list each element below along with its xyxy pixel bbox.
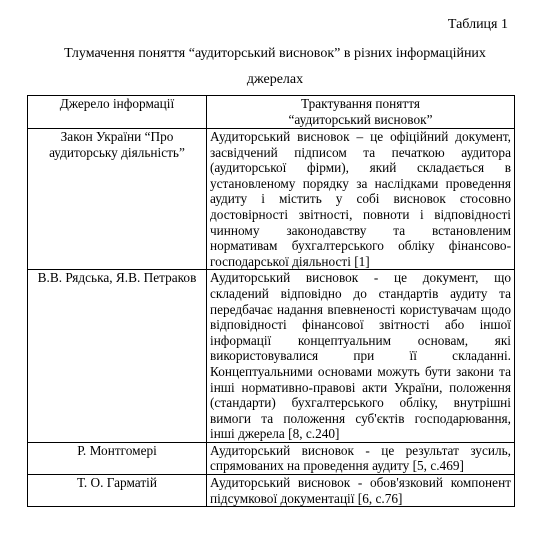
column-header-definition-line-1: Трактування поняття [301, 96, 420, 111]
definitions-table [27, 95, 515, 507]
definition-cell: Аудиторський висновок - обов'язковий компонент підсумкової документації [6, с.76] [207, 475, 515, 507]
table-number-label: Таблиця 1 [447, 17, 508, 32]
source-line-2: аудиторську діяльність” [49, 144, 185, 160]
source-cell [28, 442, 207, 474]
table-header-row [28, 96, 515, 129]
table-caption-line-2: джерелах [246, 72, 304, 87]
source-line-1: Т. О. Гарматій [77, 475, 157, 491]
source-cell [28, 129, 207, 270]
source-line-1: Р. Монтгомері [77, 442, 157, 458]
definition-cell: Аудиторський висновок - це документ, що складений відповідно до стандартів аудиту та передбачає надання впевненості користувачам щодо відповідності фінансової звітності або іншої інформації концептуальним основам, які використовувалися при її складанні. Концептуальними основами можуть бути закони та інші нормативно-правові акти України, положення (стандарти) бухгалтерського обліку, внутрішні вимоги та положення суб'єктів господарювання, інші джерела [8, с.240] [207, 270, 515, 443]
column-header-source: Джерело інформації [28, 96, 207, 129]
column-header-definition-line-2: “аудиторський висновок” [288, 111, 433, 127]
table-caption-line-1: Тлумачення поняття “аудиторський висновок” в різних інформаційних [64, 46, 486, 61]
table-row [28, 129, 515, 270]
table-row [28, 270, 515, 443]
source-cell [28, 475, 207, 507]
table-row [28, 442, 515, 474]
source-line-1: Закон України “Про [60, 129, 174, 144]
column-header-definition [207, 96, 515, 129]
definition-cell: Аудиторський висновок – це офіційний документ, засвідчений підписом та печаткою аудитора (аудиторської фірми), який складається в установленому порядку за наслідками проведення аудиту і містить у собі висновок стосовно достовірності звітності, повноти і відповідності чинному законодавству та встановленим нормативам бухгалтерського обліку фінансово-господарської діяльності [1] [207, 129, 515, 270]
source-line-1: В.В. Рядська, Я.В. Петраков [37, 270, 197, 286]
definition-cell: Аудиторський висновок - це результат зусиль, спрямованих на проведення аудиту [5, с.469] [207, 442, 515, 474]
source-cell [28, 270, 207, 443]
table-row [28, 475, 515, 507]
